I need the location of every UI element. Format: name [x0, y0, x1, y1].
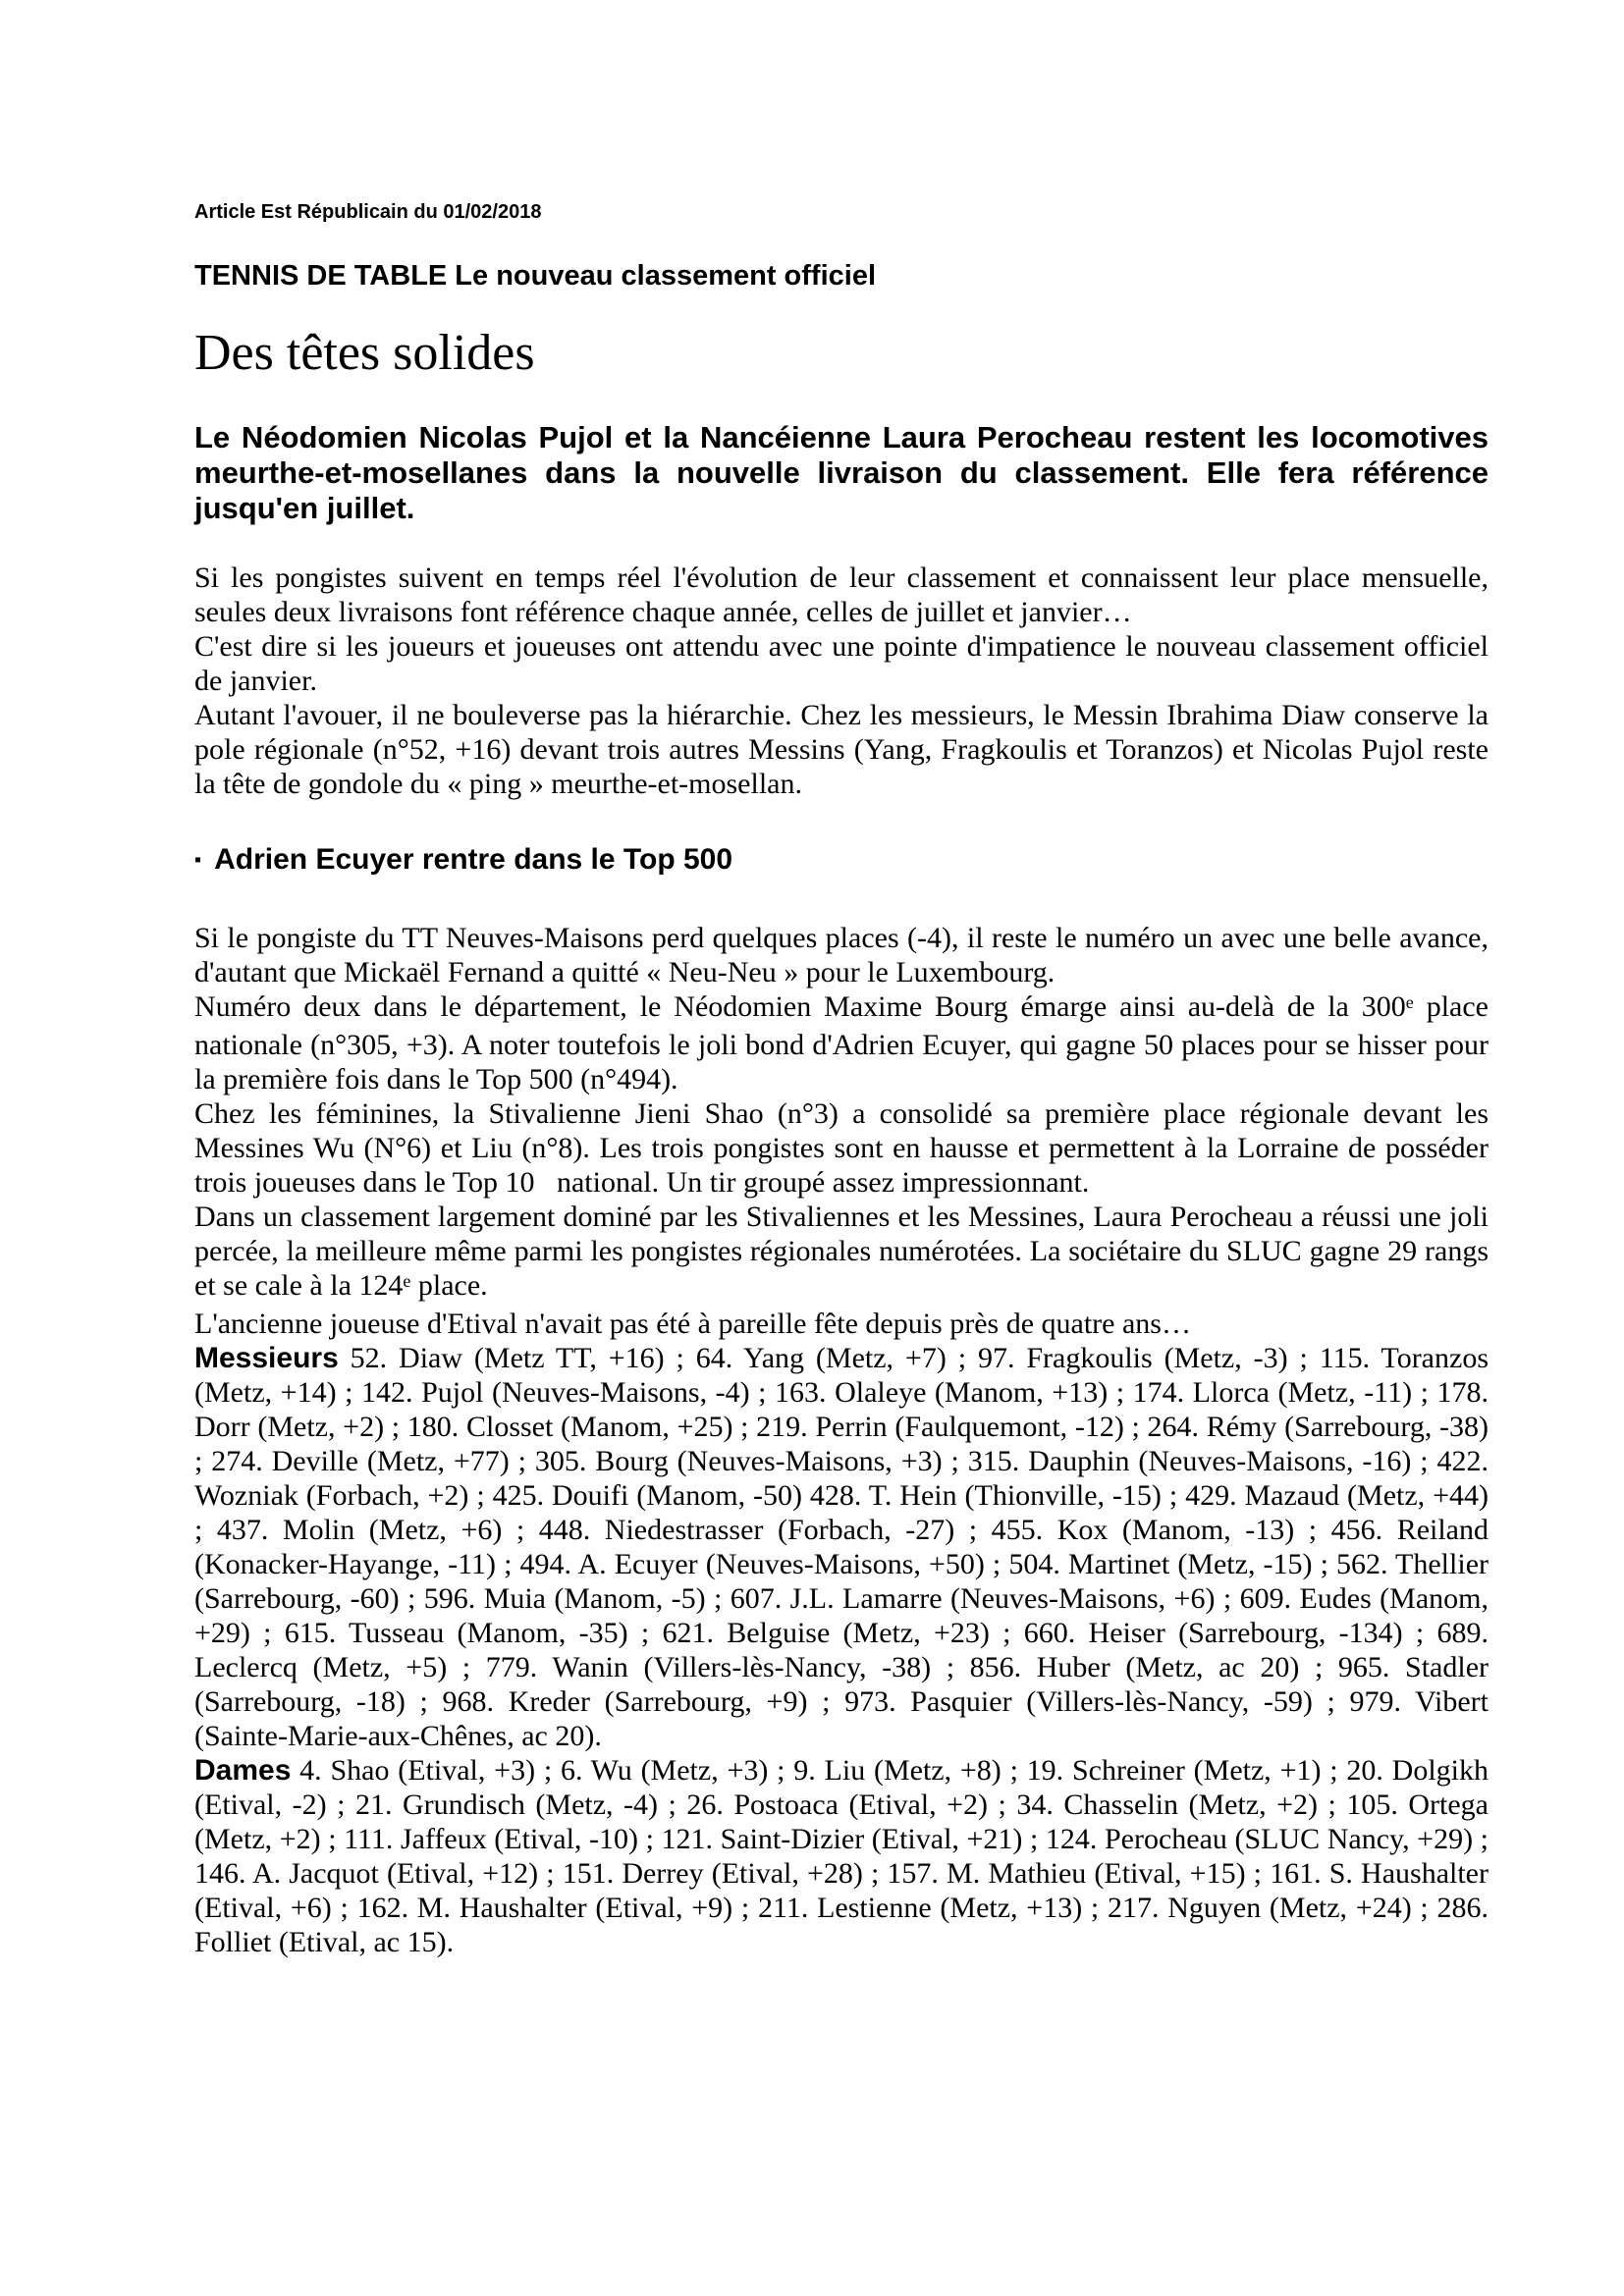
- ranking-messieurs-text: 52. Diaw (Metz TT, +16) ; 64. Yang (Metz, +7) ; 97. Fragkoulis (Metz, -3) ; 115. Toranzos (Metz, +14) ; 142. Pujol (Neuves-Maisons, -4) ; 163. Olaleye (Manom, +13) ; 174. Llorca (Metz, -11) ; 178. Dorr (Metz, +2) ; 180. Closset (Manom, +25) ; 219. Perrin (Faulquemont, -12) ; 264. Rémy (Sarrebourg, -38) ; 274. Deville (Metz, +77) ; 305. Bourg (Neuves-Maisons, +3) ; 315. Dauphin (Neuves-Maisons, -16) ; 422. Wozniak (Forbach, +2) ; 425. Douifi (Manom, -50) 428. T. Hein (Thionville, -15) ; 429. Mazaud (Metz, +44) ; 437. Molin (Metz, +6) ; 448. Niedestrasser (Forbach, -27) ; 455. Kox (Manom, -13) ; 456. Reiland (Konacker-Hayange, -11) ; 494. A. Ecuyer (Neuves-Maisons, +50) ; 504. Martinet (Metz, -15) ; 562. Thellier (Sarrebourg, -60) ; 596. Muia (Manom, -5) ; 607. J.L. Lamarre (Neuves-Maisons, +6) ; 609. Eudes (Manom, +29) ; 615. Tusseau (Manom, -35) ; 621. Belguise (Metz, +23) ; 660. Heiser (Sarrebourg, -134) ; 689. Leclercq (Metz, +5) ; 779. Wanin (Villers-lès-Nancy, -38) ; 856. Huber (Metz, ac 20) ; 965. Stadler (Sarrebourg, -18) ; 968. Kreder (Sarrebourg, +9) ; 973. Pasquier (Villers-lès-Nancy, -59) ; 979. Vibert (Sainte-Marie-aux-Chênes, ac 20).: [194, 1342, 1489, 1752]
- paragraph: L'ancienne joueuse d'Etival n'avait pas été à pareille fête depuis près de quatre ans…: [194, 1308, 1191, 1340]
- ranking-messieurs-label: Messieurs: [194, 1342, 339, 1374]
- paragraph-text: place.: [410, 1269, 488, 1302]
- ranking-dames-label: Dames: [194, 1754, 292, 1787]
- paragraph-text: Numéro deux dans le département, le Néodomien Maxime Bourg émarge ainsi au-delà de la 300: [194, 990, 1406, 1023]
- paragraph: [194, 1200, 1489, 1307]
- ordinal-superscript: e: [403, 1270, 411, 1291]
- paragraph-text: Dans un classement largement dominé par les Stivaliennes et les Messines, Laura Perocheau a réussi une joli percée, la meilleure même parmi les pongistes régionales numérotées. La sociétaire du SLUC gagne 29 rangs et se cale à la 124: [194, 1201, 1489, 1302]
- article-content: [194, 200, 1489, 1959]
- article-body-section-2: [194, 921, 1489, 1959]
- ranking-dames-text: 4. Shao (Etival, +3) ; 6. Wu (Metz, +3) ; 9. Liu (Metz, +8) ; 19. Schreiner (Metz, +1) ; 20. Dolgikh (Etival, -2) ; 21. Grundisch (Metz, -4) ; 26. Postoaca (Etival, +2) ; 34. Chasselin (Metz, +2) ; 105. Ortega (Metz, +2) ; 111. Jaffeux (Etival, -10) ; 121. Saint-Dizier (Etival, +21) ; 124. Perocheau (SLUC Nancy, +29) ; 146. A. Jacquot (Etival, +12) ; 151. Derrey (Etival, +28) ; 157. M. Mathieu (Etival, +15) ; 161. S. Haushalter (Etival, +6) ; 162. M. Haushalter (Etival, +9) ; 211. Lestienne (Metz, +13) ; 217. Nguyen (Metz, +24) ; 286. Folliet (Etival, ac 15).: [194, 1754, 1489, 1958]
- paragraph: Autant l'avouer, il ne bouleverse pas la hiérarchie. Chez les messieurs, le Messin Ibrahima Diaw conserve la pole régionale (n°52, +16) devant trois autres Messins (Yang, Fragkoulis et Toranzos) et Nicolas Pujol reste la tête de gondole du « ping » meurthe-et-mosellan.: [194, 699, 1489, 800]
- ranking-dames: [194, 1753, 1489, 1959]
- paragraph: Si le pongiste du TT Neuves-Maisons perd quelques places (-4), il reste le numéro un avec une belle avance, d'autant que Mickaël Fernand a quitté « Neu-Neu » pour le Luxembourg.: [194, 922, 1489, 988]
- paragraph-text: place nationale (n°305, +3). A noter toutefois le joli bond d'Adrien Ecuyer, qui gagne 50 places pour se hisser pour la première fois dans le Top 500 (n°494).: [194, 990, 1489, 1095]
- article-subhead: [194, 842, 1489, 878]
- article-kicker: TENNIS DE TABLE Le nouveau classement officiel: [194, 260, 877, 292]
- paragraph: [194, 989, 1489, 1096]
- subhead-text: Adrien Ecuyer rentre dans le Top 500: [214, 843, 733, 876]
- article-body-section-1: [194, 561, 1489, 801]
- bullet-icon: ▪: [194, 849, 202, 871]
- paragraph: Chez les féminines, la Stivalienne Jieni Shao (n°3) a consolidé sa première place régionale devant les Messines Wu (N°6) et Liu (n°8). Les trois pongistes sont en hausse et permettent à la Lorraine de posséder trois joueuses dans le Top 10 national. Un tir groupé assez impressionnant.: [194, 1097, 1489, 1199]
- article-lead: Le Néodomien Nicolas Pujol et la Nancéienne Laura Perocheau restent les locomotives meurthe-et-mosellanes dans la nouvelle livraison du classement. Elle fera référence jusqu'en juillet.: [194, 420, 1489, 525]
- ordinal-superscript: e: [1405, 991, 1414, 1012]
- paragraph: Si les pongistes suivent en temps réel l'évolution de leur classement et connaissent leur place mensuelle, seules deux livraisons font référence chaque année, celles de juillet et janvier…: [194, 561, 1489, 628]
- paragraph: C'est dire si les joueurs et joueuses ont attendu avec une pointe d'impatience le nouveau classement officiel de janvier.: [194, 630, 1489, 697]
- ranking-messieurs: [194, 1341, 1489, 1753]
- article-source-line: Article Est Républicain du 01/02/2018: [194, 201, 542, 223]
- article-title: Des têtes solides: [194, 325, 535, 381]
